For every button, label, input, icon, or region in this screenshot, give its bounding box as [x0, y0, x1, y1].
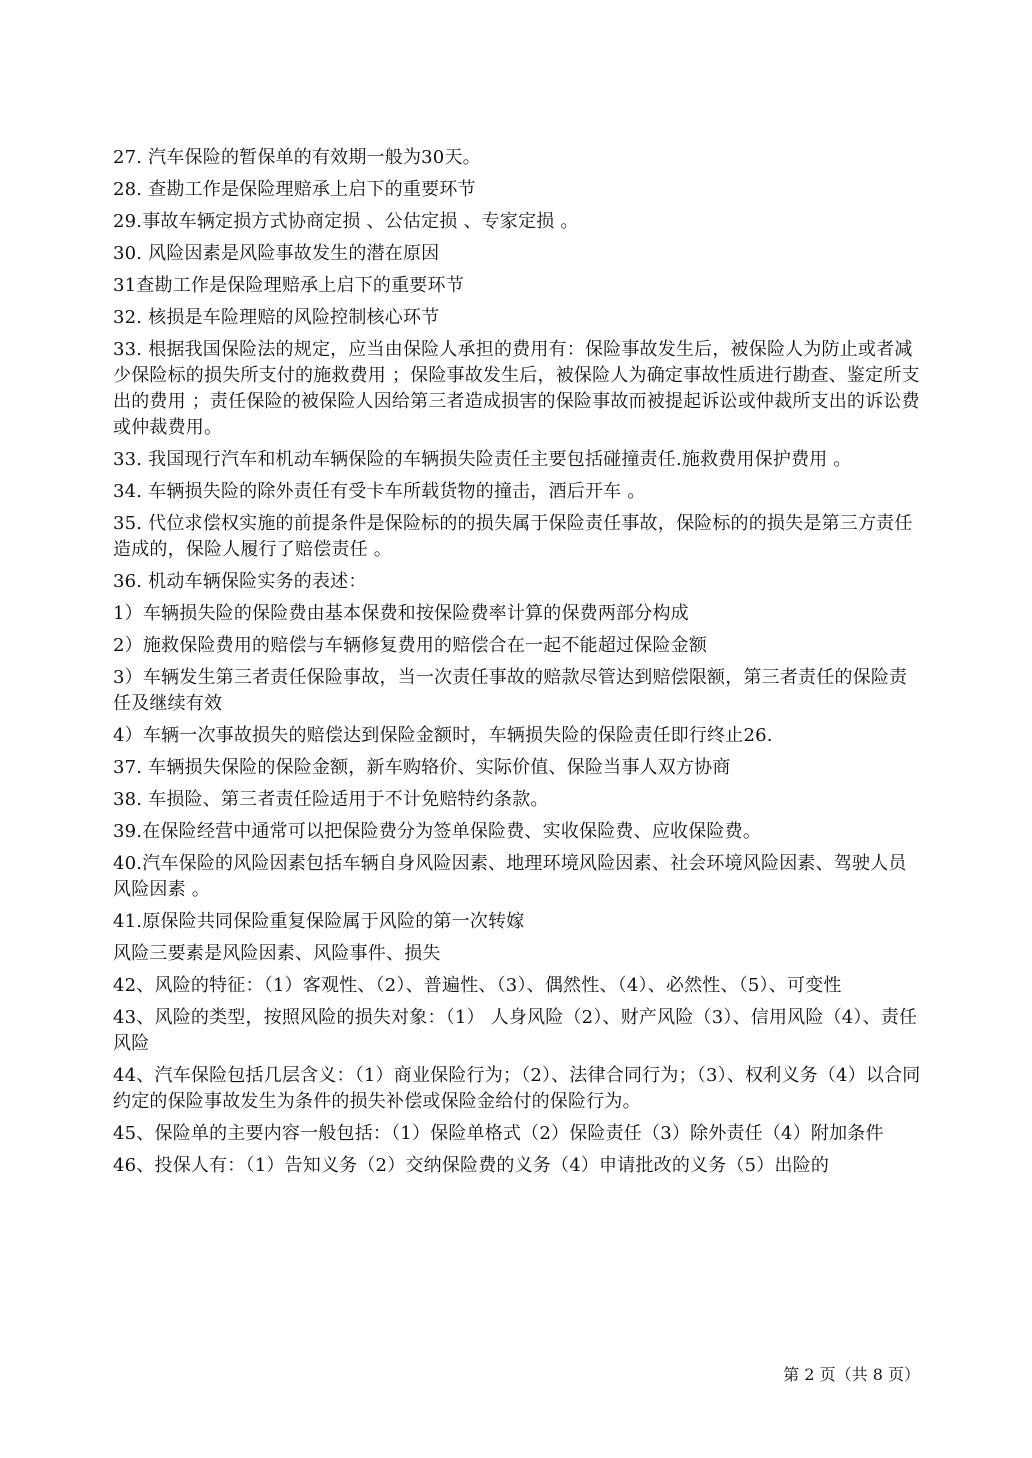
- text-line: 46、投保人有：（1）告知义务（2）交纳保险费的义务（4）申请批改的义务（5）出险的: [113, 1155, 830, 1176]
- text-line: 36. 机动车辆保险实务的表述：: [113, 571, 367, 592]
- text-line: 38. 车损险、第三者责任险适用于不计免赔特约条款。: [113, 789, 549, 810]
- text-paragraph: 44、汽车保险包括几层含义：（1）商业保险行为；（2）、法律合同行为；（3）、权利义务（4）以合同约定的保险事故发生为条件的损失补偿或保险金给付的保险行为。: [113, 1065, 921, 1112]
- text-line: 31查勘工作是保险理赔承上启下的重要环节: [113, 275, 464, 296]
- text-line: 34. 车辆损失险的除外责任有受卡车所载货物的撞击，酒后开车 。: [113, 481, 646, 502]
- text-line: 29.事故车辆定损方式协商定损 、公估定损 、专家定损 。: [113, 211, 579, 232]
- text-paragraph: 40.汽车保险的风险因素包括车辆自身风险因素、地理环境风险因素、社会环境风险因素、驾驶人员风险因素 。: [113, 853, 907, 900]
- text-line: 28. 查勘工作是保险理赔承上启下的重要环节: [113, 179, 476, 200]
- page-number-footer: 第 2 页（共 8 页）: [783, 1365, 920, 1384]
- text-line: 39.在保险经营中通常可以把保险费分为签单保险费、实收保险费、应收保险费。: [113, 821, 762, 842]
- text-line: 32. 核损是车险理赔的风险控制核心环节: [113, 307, 440, 328]
- text-line: 30. 风险因素是风险事故发生的潜在原因: [113, 243, 440, 264]
- text-line: 风险三要素是风险因素、风险事件、损失: [113, 943, 441, 964]
- text-line: 1）车辆损失险的保险费由基本保费和按保险费率计算的保费两部分构成: [113, 603, 689, 624]
- text-paragraph: 43、风险的类型，按照风险的损失对象：（1） 人身风险（2）、财产风险（3）、信用风险（4）、责任风险: [113, 1007, 918, 1054]
- text-paragraph: 42、风险的特征：（1）客观性、（2）、普遍性、（3）、偶然性、（4）、必然性、（5）、可变性: [113, 975, 842, 996]
- text-paragraph: 33. 我国现行汽车和机动车辆保险的车辆损失险责任主要包括碰撞责任.施救费用保护费用 。: [113, 449, 852, 470]
- document-body: [113, 145, 923, 1185]
- text-paragraph: 3）车辆发生第三者责任保险事故，当一次责任事故的赔款尽管达到赔偿限额，第三者责任的保险责任及继续有效: [113, 667, 908, 714]
- text-paragraph: 45、保险单的主要内容一般包括：（1）保险单格式（2）保险责任（3）除外责任（4）附加条件: [113, 1123, 884, 1144]
- text-line: 4）车辆一次事故损失的赔偿达到保险金额时，车辆损失险的保险责任即行终止26.: [113, 725, 773, 746]
- text-line: 41.原保险共同保险重复保险属于风险的第一次转嫁: [113, 911, 525, 932]
- text-line: 2）施救保险费用的赔偿与车辆修复费用的赔偿合在一起不能超过保险金额: [113, 635, 708, 656]
- text-line: 37. 车辆损失保险的保险金额，新车购辂价、实际价值、保险当事人双方协商: [113, 757, 731, 778]
- text-line: 27. 汽车保险的暂保单的有效期一般为30天。: [113, 147, 481, 168]
- text-paragraph: 33. 根据我国保险法的规定，应当由保险人承担的费用有：保险事故发生后，被保险人为防止或者减少保险标的损失所支付的施救费用 ；保险事故发生后，被保险人为确定事故性质进行勘查、鉴定所支出的费用 ；责任保险的被保险人因给第三者造成损害的保险事故而被提起诉讼或仲裁所支出的诉讼费或仲裁费用。: [113, 339, 920, 438]
- text-paragraph: 35. 代位求偿权实施的前提条件是保险标的的损失属于保险责任事故，保险标的的损失是第三方责任造成的，保险人履行了赔偿责任 。: [113, 513, 913, 560]
